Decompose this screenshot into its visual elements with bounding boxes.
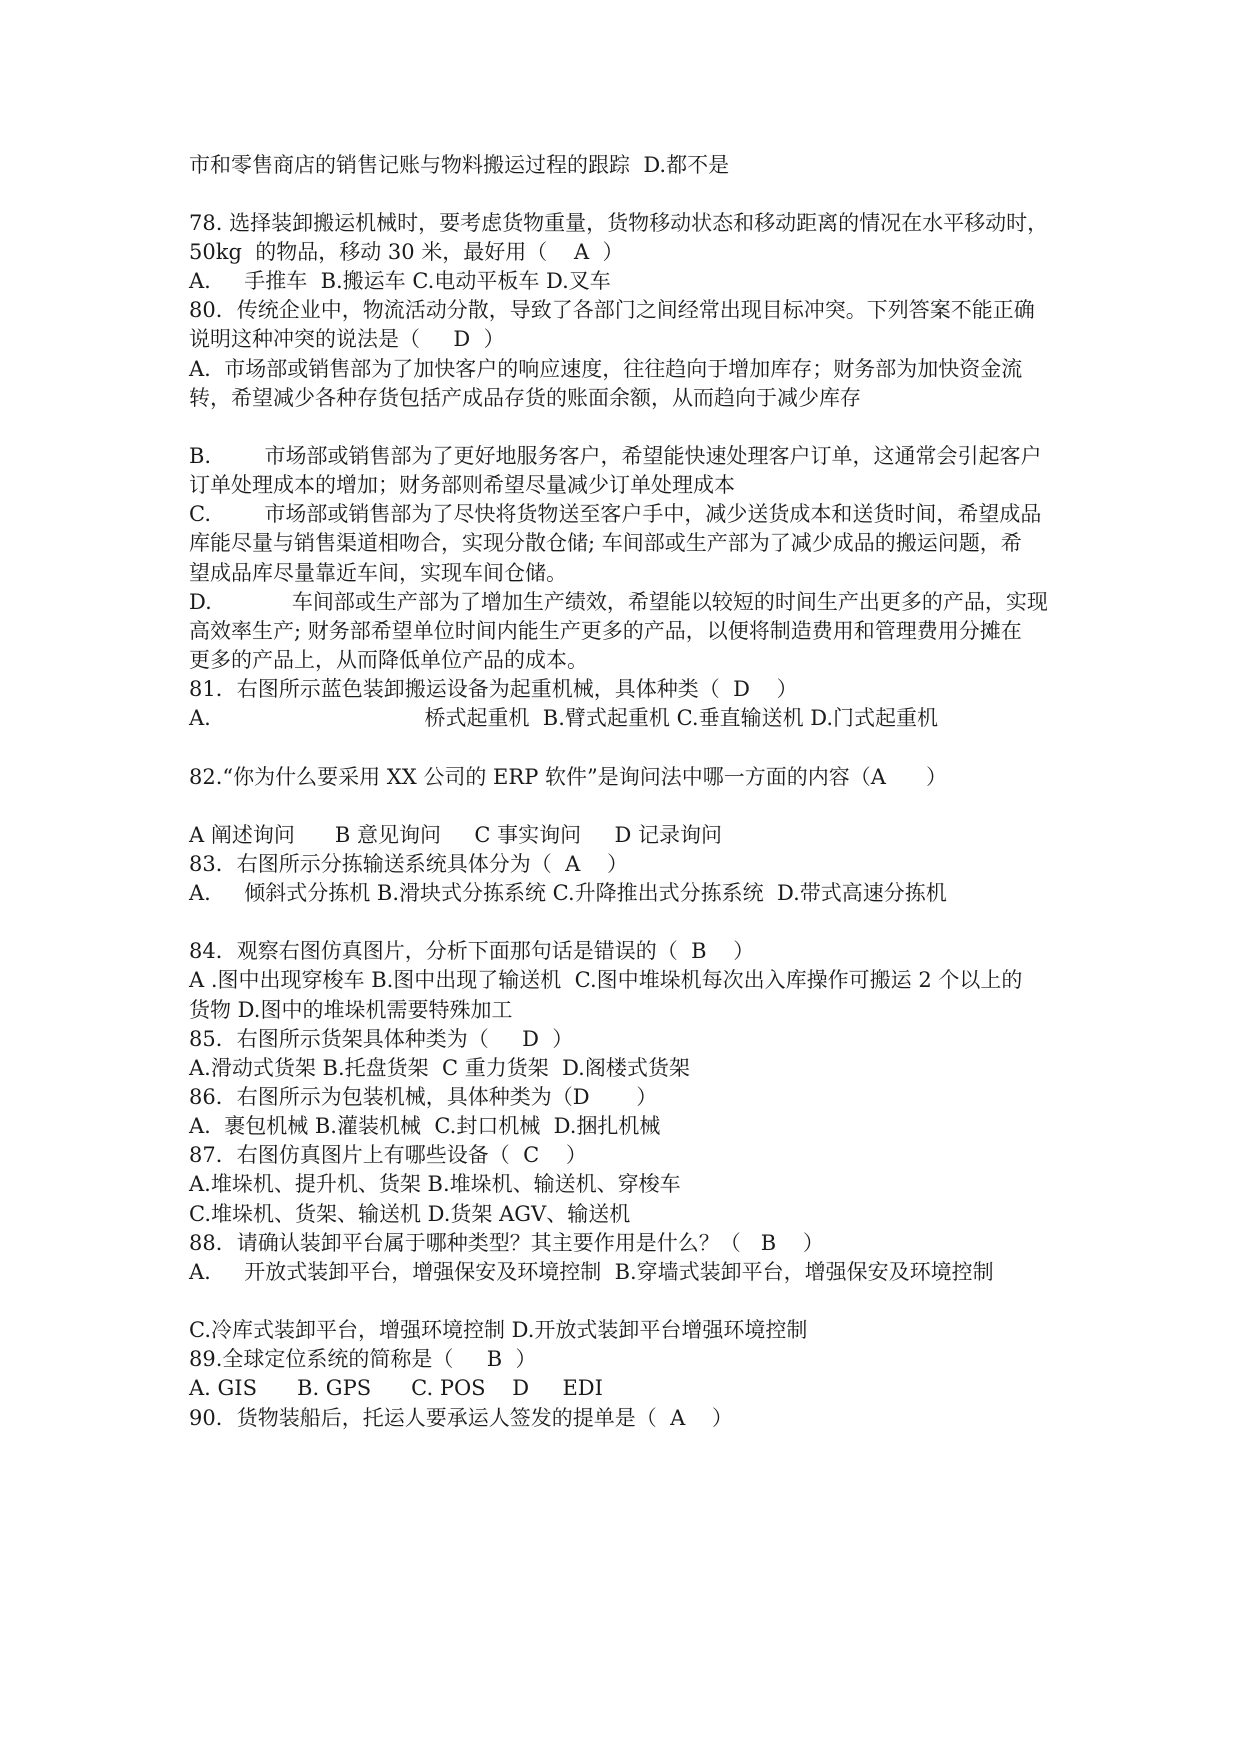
question-87: 87．右图仿真图片上有哪些设备（ C ） bbox=[189, 1143, 587, 1167]
options-84: A .图中出现穿梭车 B.图中出现了输送机 C.图中堆垛机每次出入库操作可搬运 2 个以上的 bbox=[189, 968, 1023, 992]
text-line: 更多的产品上，从而降低单位产品的成本。 bbox=[189, 648, 588, 672]
options-86: A. 裹包机械 B.灌装机械 C.封口机械 D.捆扎机械 bbox=[189, 1114, 661, 1138]
text-line: 50kg 的物品，移动 30 米，最好用（ A ） bbox=[189, 240, 624, 264]
options-85: A.滑动式货架 B.托盘货架 C 重力货架 D.阁楼式货架 bbox=[189, 1056, 690, 1080]
question-86: 86．右图所示为包装机械，具体种类为（D ） bbox=[189, 1085, 658, 1109]
text-line: 库能尽量与销售渠道相吻合，实现分散仓储; 车间部或生产部为了减少成品的搬运问题，希 bbox=[189, 531, 1022, 555]
question-80: 80．传统企业中，物流活动分散，导致了各部门之间经常出现目标冲突。下列答案不能正确 bbox=[189, 298, 1035, 322]
options-87-ab: A.堆垛机、提升机、货架 B.堆垛机、输送机、穿梭车 bbox=[189, 1172, 681, 1196]
question-82: 82.“你为什么要采用 XX 公司的 ERP 软件”是询问法中哪一方面的内容（A ） bbox=[189, 765, 947, 789]
option-80-d: D. 车间部或生产部为了增加生产绩效，希望能以较短的时间生产出更多的产品，实现 bbox=[189, 590, 1048, 614]
options-88-ab: A. 开放式装卸平台，增强保安及环境控制 B.穿墙式装卸平台，增强保安及环境控制 bbox=[189, 1260, 994, 1284]
option-80-c: C. 市场部或销售部为了尽快将货物送至客户手中，减少送货成本和送货时间，希望成品 bbox=[189, 502, 1042, 526]
options-89: A. GIS B. GPS C. POS D EDI bbox=[189, 1376, 603, 1400]
text-line: 高效率生产; 财务部希望单位时间内能生产更多的产品，以便将制造费用和管理费用分摊在 bbox=[189, 619, 1022, 643]
question-84: 84．观察右图仿真图片，分析下面那句话是错误的（ B ） bbox=[189, 939, 755, 963]
question-81: 81．右图所示蓝色装卸搬运设备为起重机械，具体种类（ D ） bbox=[189, 677, 798, 701]
question-78: 78. 选择装卸搬运机械时，要考虑货物重量，货物移动状态和移动距离的情况在水平移动时， bbox=[189, 211, 1049, 235]
options-88-cd: C.冷库式装卸平台，增强环境控制 D.开放式装卸平台增强环境控制 bbox=[189, 1318, 808, 1342]
option-80-b: B. 市场部或销售部为了更好地服务客户，希望能快速处理客户订单，这通常会引起客户 bbox=[189, 444, 1042, 468]
question-88: 88．请确认装卸平台属于哪种类型？其主要作用是什么？（ B ） bbox=[189, 1231, 824, 1255]
text-line: 市和零售商店的销售记账与物料搬运过程的跟踪 D.都不是 bbox=[189, 153, 730, 177]
options-87-cd: C.堆垛机、货架、输送机 D.货架 AGV、输送机 bbox=[189, 1202, 631, 1226]
text-line: 转，希望减少各种存货包括产成品存货的账面余额，从而趋向于减少库存 bbox=[189, 386, 861, 410]
question-89: 89.全球定位系统的简称是（ B ） bbox=[189, 1347, 537, 1371]
text-line: 望成品库尽量靠近车间，实现车间仓储。 bbox=[189, 561, 567, 585]
options-82: A 阐述询问 B 意见询问 C 事实询问 D 记录询问 bbox=[189, 823, 723, 847]
text-line: 说明这种冲突的说法是（ D ） bbox=[189, 327, 505, 351]
options-83: A. 倾斜式分拣机 B.滑块式分拣系统 C.升降推出式分拣系统 D.带式高速分拣机 bbox=[189, 881, 947, 905]
question-90: 90．货物装船后，托运人要承运人签发的提单是（ A ） bbox=[189, 1406, 733, 1430]
option-80-a: A. 市场部或销售部为了加快客户的响应速度，往往趋向于增加库存；财务部为加快资金流 bbox=[189, 357, 1023, 381]
text-line: 订单处理成本的增加；财务部则希望尽量减少订单处理成本 bbox=[189, 473, 735, 497]
question-85: 85．右图所示货架具体种类为（ D ） bbox=[189, 1027, 574, 1051]
question-83: 83．右图所示分拣输送系统具体分为（ A ） bbox=[189, 852, 628, 876]
options-78: A. 手推车 B.搬运车 C.电动平板车 D.叉车 bbox=[189, 269, 611, 293]
text-line: 货物 D.图中的堆垛机需要特殊加工 bbox=[189, 998, 513, 1022]
options-81: A. 桥式起重机 B.臂式起重机 C.垂直输送机 D.门式起重机 bbox=[189, 706, 939, 730]
